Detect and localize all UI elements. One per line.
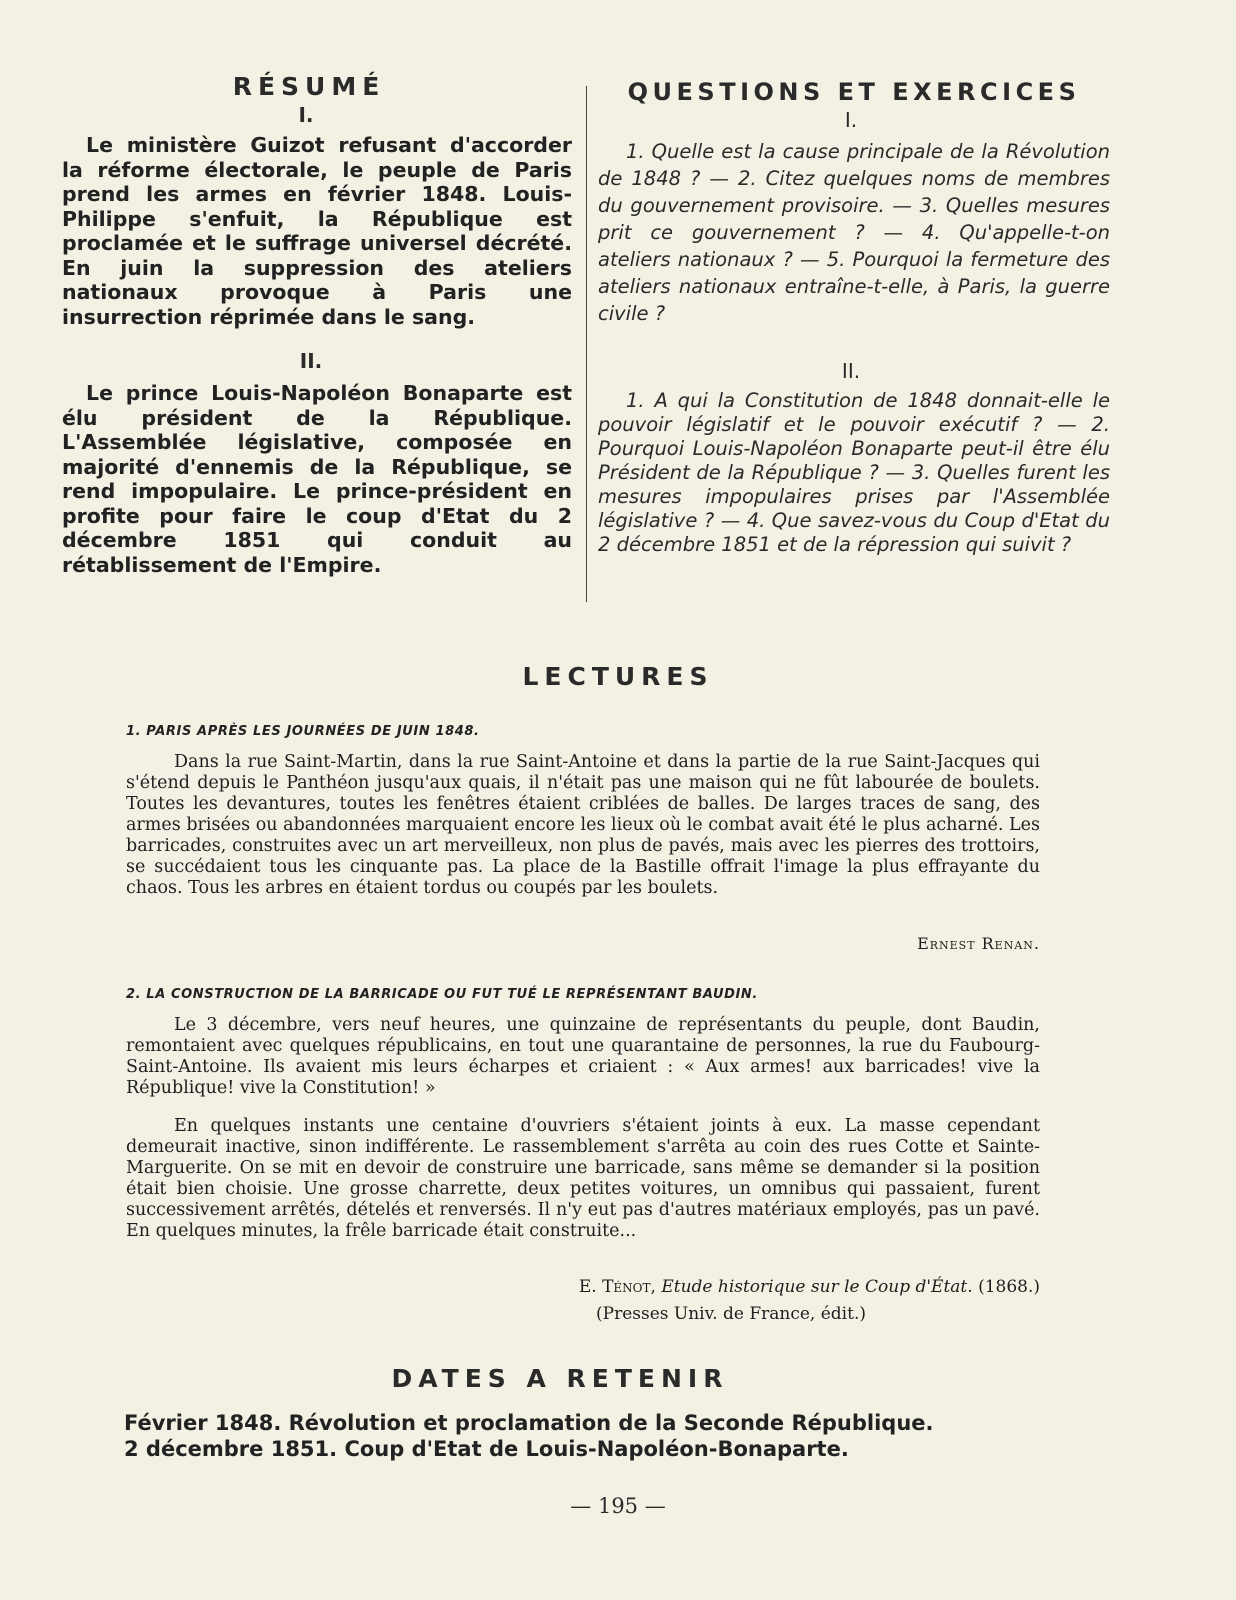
resume-title: RÉSUMÉ (232, 72, 386, 101)
questions-section-2-numeral: II. (841, 359, 861, 383)
resume-section-2-numeral: II. (299, 349, 323, 373)
reading-2-paragraph-1: Le 3 décembre, vers neuf heures, une quinzaine de représentants du peuple, dont Baudin, remontaient avec quelques républicains, en tout une quarantaine de personnes, la rue du Faubourg-Saint-Antoine. Ils avaient mis leurs écharpes et criaient : « Aux armes! aux barricades! vive la République! vive la Constitution! » (126, 1015, 1040, 1098)
date-item-2: 2 décembre 1851. Coup d'Etat de Louis-Napoléon-Bonaparte. (124, 1437, 849, 1461)
questions-section-1-numeral: I. (844, 108, 858, 132)
reading-1-text: Dans la rue Saint-Martin, dans la rue Saint-Antoine et dans la partie de la rue Saint-Jacques qui s'étend depuis le Panthéon jusqu'aux quais, il n'était pas une maison qui ne fût labourée de boulets. Toutes les devantures, toutes les fenêtres étaient criblées de balles. De larges traces de sang, des armes brisées ou abandonnées marquaient encore les lieux où le combat avait été le plus acharné. Les barricades, construites avec un art merveilleux, non plus de pavés, mais avec les pierres des trottoirs, se succédaient tous les cinquante pas. La place de la Bastille offrait l'image la plus effrayante du chaos. Tous les arbres en étaient tordus ou coupés par les boulets. (126, 752, 1040, 898)
date-item-1: Février 1848. Révolution et proclamation de la Seconde République. (124, 1411, 934, 1435)
resume-section-1-text: Le ministère Guizot refusant d'accorder la réforme électorale, le peuple de Paris prend les armes en février 1848. Louis-Philippe s'enfuit, la République est proclamée et le suffrage universel décrété. En juin la suppression des ateliers nationaux provoque à Paris une insurrection réprimée dans le sang. (62, 133, 572, 329)
reading-2-publisher: (Presses Univ. de France, édit.) (596, 1304, 866, 1324)
reading-1-subtitle: 1. PARIS APRÈS LES JOURNÉES DE JUIN 1848. (126, 724, 480, 739)
reading-1-author: Ernest Renan. (917, 934, 1040, 953)
dates-title: DATES A RETENIR (391, 1364, 729, 1393)
questions-title: QUESTIONS ET EXERCICES (627, 78, 1081, 106)
resume-section-1-numeral: I. (298, 103, 314, 127)
resume-section-2-text: Le prince Louis-Napoléon Bonaparte est élu président de la République. L'Assemblée législative, composée en majorité d'ennemis de la République, se rend impopulaire. Le prince-président en profite pour faire le coup d'Etat du 2 décembre 1851 qui conduit au rétablissement de l'Empire. (62, 381, 572, 577)
reading-2-subtitle: 2. LA CONSTRUCTION DE LA BARRICADE OU FUT TUÉ LE REPRÉSENTANT BAUDIN. (126, 987, 758, 1002)
questions-section-2-text: 1. A qui la Constitution de 1848 donnait-elle le pouvoir législatif et le pouvoir exécutif ? — 2. Pourquoi Louis-Napoléon Bonaparte peut-il être élu Président de la République ? — 3. Quelles furent les mesures impopulaires prises par l'Assemblée législative ? — 4. Que savez-vous du Coup d'Etat du 2 décembre 1851 et de la répression qui suivit ? (598, 389, 1110, 556)
reading-2-source (126, 1277, 1040, 1297)
reading-2-source-year: (1868.) (978, 1277, 1040, 1297)
resume-column (62, 72, 572, 577)
page-number: — 195 — (570, 1494, 666, 1518)
dates-list (124, 1410, 1064, 1462)
reading-2-paragraph-2: En quelques instants une centaine d'ouvriers s'étaient joints à eux. La masse cependant demeurait inactive, sinon indifférente. Le rassemblement s'arrêta au coin des rues Cotte et Sainte-Marguerite. On se mit en devoir de construire une barricade, sans même se demander si la position était bien choisie. Une grosse charrette, deux petites voitures, un omnibus qui passaient, furent successivement arrêtés, dételés et renversés. Il n'y eut pas d'autres matériaux employés, pas un pavé. En quelques minutes, la frêle barricade était construite... (126, 1116, 1040, 1241)
reading-2-source-title: Etude historique sur le Coup d'État. (661, 1277, 973, 1297)
questions-section-1-text: 1. Quelle est la cause principale de la Révolution de 1848 ? — 2. Citez quelques noms de membres du gouvernement provisoire. — 3. Quelles mesures prit ce gouvernement ? — 4. Qu'appelle-t-on ateliers nationaux ? — 5. Pourquoi la fermeture des ateliers nationaux entraîne-t-elle, à Paris, la guerre civile ? (598, 140, 1110, 325)
lectures-title: LECTURES (522, 662, 714, 691)
questions-column (598, 78, 1110, 557)
reading-2-source-author: E. Ténot, (578, 1277, 656, 1297)
column-divider (586, 86, 587, 602)
